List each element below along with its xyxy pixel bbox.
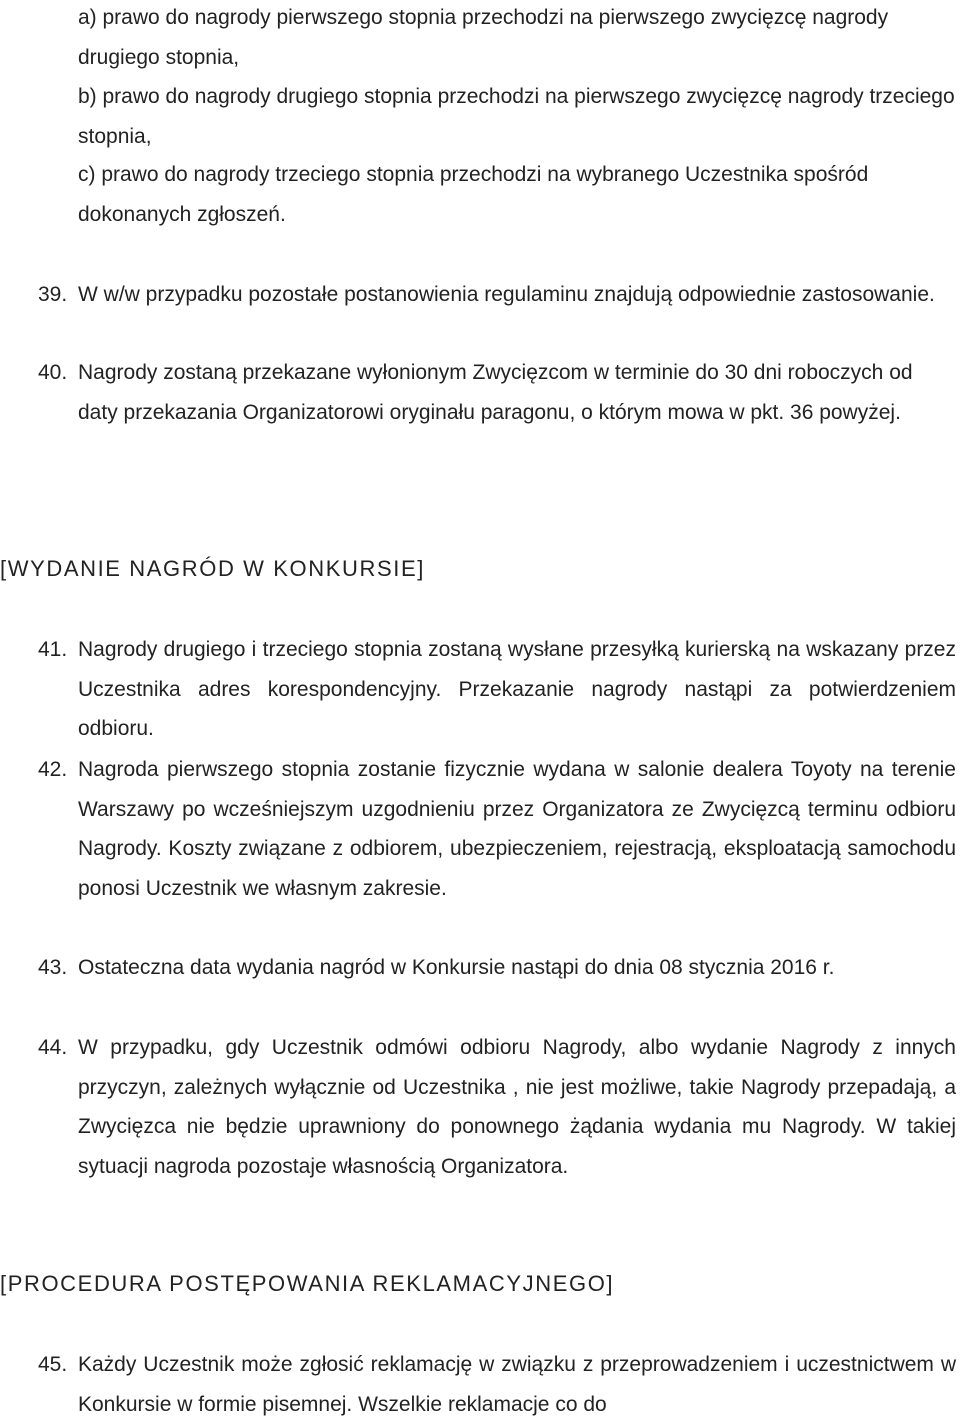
paragraph-40	[38, 353, 956, 432]
intro-item-b: b) prawo do nagrody drugiego stopnia przechodzi na pierwszego zwycięzcę nagrody trzeciego stopnia,	[78, 85, 955, 148]
section-heading-complaints: [PROCEDURA POSTĘPOWANIA REKLAMACYJNEGO]	[0, 1271, 615, 1296]
paragraph-text: Nagroda pierwszego stopnia zostanie fizycznie wydana w salonie dealera Toyoty na terenie Warszawy po wcześniejszym uzgodnieniu przez Organizatora ze Zwycięzcą terminu odbioru Nagrody. Koszty związane z odbiorem, ubezpieczeniem, rejestracją, eksploatacją samochodu ponosi Uczestnik we własnym zakresie.	[78, 758, 956, 900]
paragraph-number: 45.	[38, 1353, 68, 1376]
paragraph-text: Nagrody drugiego i trzeciego stopnia zostaną wysłane przesyłką kurierską na wskazany przez Uczestnika adres korespondencyjny. Przekazanie nagrody nastąpi za potwierdzeniem odbioru.	[78, 638, 956, 741]
paragraph-39	[38, 275, 956, 315]
paragraph-text: Ostateczna data wydania nagród w Konkursie nastąpi do dnia 08 stycznia 2016 r.	[78, 956, 835, 979]
paragraph-number: 43.	[38, 956, 68, 979]
paragraph-44	[38, 1028, 956, 1186]
paragraph-number: 40.	[38, 361, 68, 384]
section-heading-awards: [WYDANIE NAGRÓD W KONKURSIE]	[0, 556, 425, 581]
paragraph-41	[38, 630, 956, 749]
intro-item-a: a) prawo do nagrody pierwszego stopnia przechodzi na pierwszego zwycięzcę nagrody drugiego stopnia,	[78, 6, 889, 69]
paragraph-number: 42.	[38, 758, 68, 781]
paragraph-45	[38, 1345, 956, 1424]
paragraph-number: 41.	[38, 638, 68, 661]
paragraph-text: W w/w przypadku pozostałe postanowienia regulaminu znajdują odpowiednie zastosowanie.	[78, 283, 935, 306]
paragraph-text: Każdy Uczestnik może zgłosić reklamację w związku z przeprowadzeniem i uczestnictwem w Konkursie w formie pisemnej. Wszelkie reklamacje co do	[78, 1353, 956, 1416]
paragraph-43	[38, 948, 956, 988]
paragraph-number: 39.	[38, 283, 68, 306]
intro-item-c: c) prawo do nagrody trzeciego stopnia przechodzi na wybranego Uczestnika spośród dokonanych zgłoszeń.	[78, 163, 869, 226]
paragraph-text: W przypadku, gdy Uczestnik odmówi odbioru Nagrody, albo wydanie Nagrody z innych przyczyn, zależnych wyłącznie od Uczestnika , nie jest możliwe, takie Nagrody przepadają, a Zwycięzca nie będzie uprawniony do ponownego żądania wydania mu Nagrody. W takiej sytuacji nagroda pozostaje własnością Organizatora.	[78, 1036, 956, 1178]
paragraph-text: Nagrody zostaną przekazane wyłonionym Zwycięzcom w terminie do 30 dni roboczych od daty przekazania Organizatorowi oryginału paragonu, o którym mowa w pkt. 36 powyżej.	[78, 361, 913, 424]
paragraph-number: 44.	[38, 1036, 68, 1059]
paragraph-42	[38, 750, 956, 908]
